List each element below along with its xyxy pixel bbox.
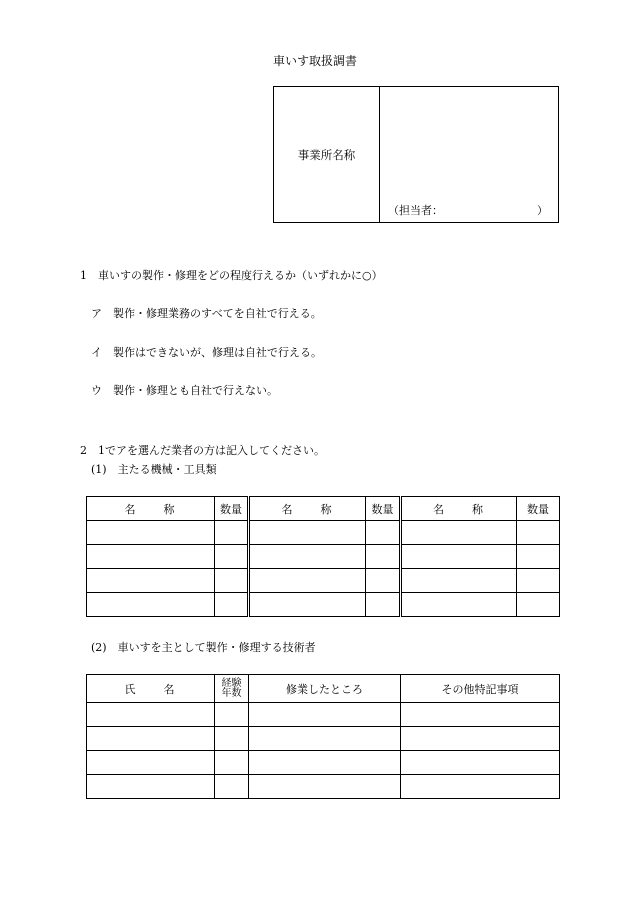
table-cell[interactable] [366, 569, 401, 593]
table-cell[interactable] [215, 569, 249, 593]
table-cell[interactable] [366, 545, 401, 569]
table-cell[interactable] [249, 775, 401, 799]
col-header-training-place: 修業したところ [249, 675, 401, 703]
col-header-qty-3: 数量 [517, 497, 560, 521]
col-header-name-3: 名 称 [401, 497, 517, 521]
table-cell[interactable] [401, 751, 560, 775]
table-cell[interactable] [401, 545, 517, 569]
table-row [87, 703, 560, 727]
table-cell[interactable] [87, 545, 215, 569]
table-cell[interactable] [366, 593, 401, 617]
table-cell[interactable] [401, 775, 560, 799]
q1-option-u: ウ 製作・修理とも自社で行えない。 [91, 384, 278, 397]
table-cell[interactable] [517, 569, 560, 593]
table-cell[interactable] [249, 569, 366, 593]
table-cell[interactable] [215, 751, 249, 775]
office-name-field[interactable] [380, 87, 558, 222]
table-row [87, 545, 560, 569]
table-cell[interactable] [215, 593, 249, 617]
table-cell[interactable] [87, 727, 215, 751]
col-header-qty-2: 数量 [366, 497, 401, 521]
table-cell[interactable] [401, 703, 560, 727]
table-cell[interactable] [249, 593, 366, 617]
q2-heading: 2 1でアを選んだ業者の方は記入してください。 [80, 444, 325, 457]
table-cell[interactable] [215, 775, 249, 799]
table-cell[interactable] [401, 727, 560, 751]
table-cell[interactable] [249, 703, 401, 727]
table-cell[interactable] [87, 751, 215, 775]
table-cell[interactable] [215, 703, 249, 727]
table-cell[interactable] [366, 521, 401, 545]
table-cell[interactable] [87, 521, 215, 545]
contact-person-label: （担当者： [388, 204, 443, 217]
table-row [87, 775, 560, 799]
table-cell[interactable] [517, 593, 560, 617]
col-header-name-2: 名 称 [249, 497, 366, 521]
table-cell[interactable] [401, 521, 517, 545]
table-cell[interactable] [249, 751, 401, 775]
table-cell[interactable] [215, 545, 249, 569]
table-cell[interactable] [249, 545, 366, 569]
q2-sub2-heading: (2) 車いすを主として製作・修理する技術者 [91, 641, 316, 654]
table-cell[interactable] [215, 521, 249, 545]
table-cell[interactable] [401, 593, 517, 617]
table-cell[interactable] [401, 569, 517, 593]
table-cell[interactable] [87, 593, 215, 617]
contact-person-row [388, 202, 548, 218]
col-header-name-1: 名 称 [87, 497, 215, 521]
q1-heading: 1 車いすの製作・修理をどの程度行えるか（いずれかに○） [80, 269, 383, 282]
table-cell[interactable] [249, 521, 366, 545]
table-row [87, 593, 560, 617]
q2-sub1-heading: (1) 主たる機械・工具類 [91, 463, 217, 476]
table-cell[interactable] [517, 545, 560, 569]
staff-table [86, 674, 560, 799]
table-row [87, 727, 560, 751]
staff-table-header [87, 675, 560, 703]
col-header-experience-years: 経験 年数 [215, 675, 249, 703]
table-cell[interactable] [87, 775, 215, 799]
table-row [87, 521, 560, 545]
table-cell[interactable] [87, 703, 215, 727]
contact-person-close: ） [537, 204, 548, 217]
table-row [87, 569, 560, 593]
office-name-label: 事業所名称 [274, 87, 380, 222]
office-box [273, 86, 559, 223]
table-cell[interactable] [249, 727, 401, 751]
col-header-remarks: その他特記事項 [401, 675, 560, 703]
col-header-staff-name: 氏 名 [87, 675, 215, 703]
q1-option-i: イ 製作はできないが、修理は自社で行える。 [91, 346, 322, 359]
table-row [87, 751, 560, 775]
col-header-qty-1: 数量 [215, 497, 249, 521]
table-cell[interactable] [215, 727, 249, 751]
equipment-table-header [87, 497, 560, 521]
document-title: 車いす取扱調書 [272, 54, 357, 68]
table-cell[interactable] [517, 521, 560, 545]
equipment-table [86, 496, 560, 617]
table-cell[interactable] [87, 569, 215, 593]
q1-option-a: ア 製作・修理業務のすべてを自社で行える。 [91, 307, 322, 320]
